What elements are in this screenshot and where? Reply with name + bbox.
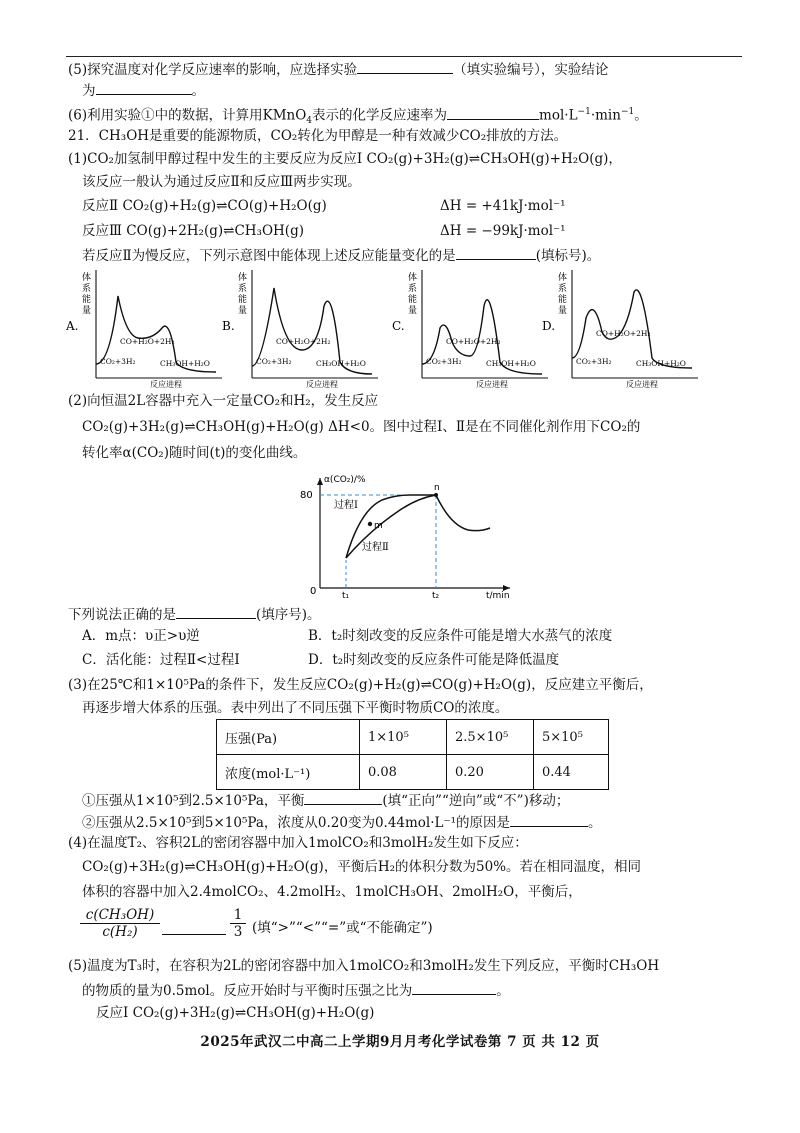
y-axis-label: 量	[558, 306, 568, 316]
p2-option-a: A．m点：υ正>υ逆	[82, 628, 200, 644]
p3-q1: ①压强从1×10⁵到2.5×10⁵Pa，平衡 (填“正向”“逆向”或“不”)移动；	[82, 790, 569, 811]
y-axis-label: 量	[408, 306, 418, 316]
table-cell: 1×10⁵	[360, 720, 447, 755]
table-cell: 0.44	[534, 755, 609, 790]
y-axis-label: 量	[82, 306, 92, 316]
x-axis-label: 反应进程	[476, 380, 508, 388]
graph-origin: 0	[310, 586, 317, 597]
point-m	[368, 522, 372, 526]
y-axis-label: 系	[238, 284, 248, 294]
p3-q2-blank[interactable]	[510, 812, 588, 827]
p3-q2: ②压强从2.5×10⁵到5×10⁵Pa，浓度从0.20变为0.44mol·L⁻¹的原因是 。	[82, 812, 602, 833]
x-axis-label: 反应进程	[626, 380, 658, 388]
product-label: CH₃OH+H₂O	[636, 359, 686, 368]
p5-reaction1: 反应Ⅰ CO₂(g)+3H₂(g)⇌CH₃OH(g)+H₂O(g)	[96, 1005, 375, 1021]
q5-line2: 为 。	[82, 80, 205, 101]
x-axis-label: 反应进程	[150, 380, 182, 388]
table-cell: 5×10⁵	[534, 720, 609, 755]
option-label: A.	[66, 319, 79, 333]
pressure-table	[216, 719, 609, 790]
p2-option-c: C．活化能：过程Ⅱ<过程Ⅰ	[82, 652, 240, 668]
product-label: CH₃OH+H₂O	[316, 359, 366, 368]
q5-line1	[68, 59, 608, 80]
p1-reaction2: 反应Ⅱ CO₂(g)+H₂(g)⇌CO(g)+H₂O(g)	[82, 198, 327, 214]
y-axis-label: 系	[408, 284, 418, 294]
q5-blank-1[interactable]	[357, 59, 453, 74]
p1-reaction3: 反应Ⅲ CO(g)+2H₂(g)⇌CH₃OH(g)	[82, 223, 304, 239]
y-axis-label: 体	[82, 273, 92, 283]
curve-after-t2	[436, 495, 490, 531]
q6-line: (6)利用实验①中的数据，计算用KMnO$_4$表示的化学反应速率为 $mol\cdot L^{-1}\cdot\min^{-1}$。	[68, 102, 648, 131]
curve-process-2	[346, 495, 436, 558]
q6-blank[interactable]	[447, 105, 539, 120]
p1-reaction2-dh: ΔH = +41kJ·mol⁻¹	[440, 198, 566, 214]
p4-line2: CO₂(g)+3H₂(g)⇌CH₃OH(g)+H₂O(g)，平衡后H₂的体积分数为50%。若在相同温度，相同	[82, 859, 642, 875]
y-axis-label: 能	[238, 295, 248, 305]
p2-question: 下列说法正确的是 (填序号)。	[68, 604, 321, 625]
y-axis-label: 能	[82, 295, 92, 305]
p5-blank[interactable]	[412, 980, 496, 995]
graph-xunit: t/min	[486, 591, 510, 600]
p5-line1: (5)温度为T₃时，在容积为2L的密闭容器中加入1molCO₂和3molH₂发生下列反应，平衡时CH₃OH	[68, 958, 660, 974]
p4-fraction-ratio: $\frac{\text{c(CH₃OH)}}{\text{c(H₂)}}$	[80, 907, 160, 940]
reactant-label: CO₂+3H₂	[426, 357, 462, 366]
p5-line2: 的物质的量为0.5mol。反应开始时与平衡时压强之比为 。	[82, 980, 510, 1001]
p2-blank[interactable]	[176, 604, 256, 619]
p1-reaction3-dh: ΔH = −99kJ·mol⁻¹	[440, 223, 566, 239]
x-axis-label: 反应进程	[306, 380, 338, 388]
product-label: CH₃OH+H₂O	[160, 359, 210, 368]
energy-diagram-c	[392, 266, 552, 388]
p2-line3: 转化率α(CO₂)随时间(t)的变化曲线。	[82, 445, 307, 461]
y-axis-label: 体	[558, 273, 568, 283]
intermediate-label: CO+H₂O+2H₂	[276, 337, 331, 346]
graph-process-2-label: 过程Ⅱ	[362, 542, 389, 553]
p3-line1: (3)在25℃和1×10⁵Pa的条件下，发生反应CO₂(g)+H₂(g)⇌CO(g)+H₂O(g)，反应建立平衡后，	[68, 677, 653, 693]
graph-y-arrow	[317, 478, 323, 485]
graph-y80: 80	[300, 490, 313, 501]
graph-m-label: m	[374, 521, 383, 531]
option-label: C.	[392, 319, 405, 333]
y-axis-label: 体	[238, 273, 248, 283]
q5-after: （填实验编号），实验结论	[453, 62, 609, 78]
table-row	[217, 755, 609, 790]
option-label: B.	[222, 319, 235, 333]
energy-diagram-a	[66, 266, 226, 388]
p4-fraction-one-third: $\frac{1}{3}$	[230, 907, 246, 940]
option-label: D.	[542, 319, 556, 333]
conversion-graph	[290, 470, 520, 600]
y-axis-label: 系	[558, 284, 568, 294]
p1-blank[interactable]	[456, 245, 536, 260]
q21-title: 21．CH₃OH是重要的能源物质，CO₂转化为甲醇是一种有效减少CO₂排放的方法。	[68, 128, 568, 144]
table-row	[217, 720, 609, 755]
y-axis-label: 体	[408, 273, 418, 283]
table-cell: 0.20	[447, 755, 534, 790]
energy-diagram-b	[222, 266, 382, 388]
y-axis-label: 能	[408, 295, 418, 305]
product-label: CH₃OH+H₂O	[486, 359, 536, 368]
q5-text: (5)探究温度对化学反应速率的影响，应选择实验	[68, 62, 358, 78]
table-cell: 0.08	[360, 755, 447, 790]
point-n	[434, 493, 438, 497]
p4-line3: 体积的容器中加入2.4molCO₂、4.2molH₂、1molCH₃OH、2molH₂O，平衡后，	[82, 884, 582, 900]
energy-diagram-d	[542, 266, 702, 388]
p3-line2: 再逐步增大体系的压强。表中列出了不同压强下平衡时物质CO的浓度。	[82, 700, 509, 716]
p1-line1: (1)CO₂加氢制甲醇过程中发生的主要反应为反应Ⅰ CO₂(g)+3H₂(g)⇌CH₃OH(g)+H₂O(g)，	[68, 151, 622, 167]
graph-process-1-label: 过程Ⅰ	[334, 500, 358, 511]
reactant-label: CO₂+3H₂	[100, 357, 136, 366]
table-cell: 压强(Pa)	[217, 720, 360, 755]
p3-q1-blank[interactable]	[304, 790, 382, 805]
graph-t1: t₁	[342, 591, 350, 600]
p4-tail: (填“>”“<”“=”或“不能确定”)	[252, 920, 433, 936]
p2-option-d: D．t₂时刻改变的反应条件可能是降低温度	[308, 652, 560, 668]
page-footer: 2025年武汉二中高二上学期9月月考化学试卷第 7 页 共 12 页	[200, 1034, 600, 1050]
y-axis-label: 能	[558, 295, 568, 305]
y-axis-label: 系	[82, 284, 92, 294]
reactant-label: CO₂+3H₂	[256, 357, 292, 366]
p4-blank[interactable]	[162, 920, 226, 935]
p1-line2: 该反应一般认为通过反应Ⅱ和反应Ⅲ两步实现。	[82, 174, 361, 190]
reactant-label: CO₂+3H₂	[576, 357, 612, 366]
intermediate-label: CO+H₂O+2H₂	[446, 337, 501, 346]
p2-line1: (2)向恒温2L容器中充入一定量CO₂和H₂，发生反应	[68, 393, 379, 409]
graph-t2: t₂	[432, 591, 440, 600]
p2-option-b: B．t₂时刻改变的反应条件可能是增大水蒸气的浓度	[308, 628, 613, 644]
intermediate-label: CO+H₂O+2H₂	[120, 337, 175, 346]
graph-ylabel: α(CO₂)/%	[324, 475, 366, 485]
table-cell: 浓度(mol·L⁻¹)	[217, 755, 360, 790]
y-axis-label: 量	[238, 306, 248, 316]
q5-blank-2[interactable]	[96, 80, 192, 95]
p4-line1: (4)在温度T₂、容积2L的密闭容器中加入1molCO₂和3molH₂发生如下反应：	[68, 835, 528, 851]
graph-n-label: n	[434, 483, 440, 493]
curve-process-1	[346, 495, 436, 558]
p2-line2: CO₂(g)+3H₂(g)⇌CH₃OH(g)+H₂O(g) ΔH<0。图中过程Ⅰ、Ⅱ是在不同催化剂作用下CO₂的	[82, 419, 641, 435]
intermediate-label: CO+H₂O+2H₂	[596, 329, 651, 338]
top-rule	[66, 56, 742, 57]
table-cell: 2.5×10⁵	[447, 720, 534, 755]
p1-question: 若反应Ⅱ为慢反应，下列示意图中能体现上述反应能量变化的是 (填标号)。	[82, 245, 600, 266]
